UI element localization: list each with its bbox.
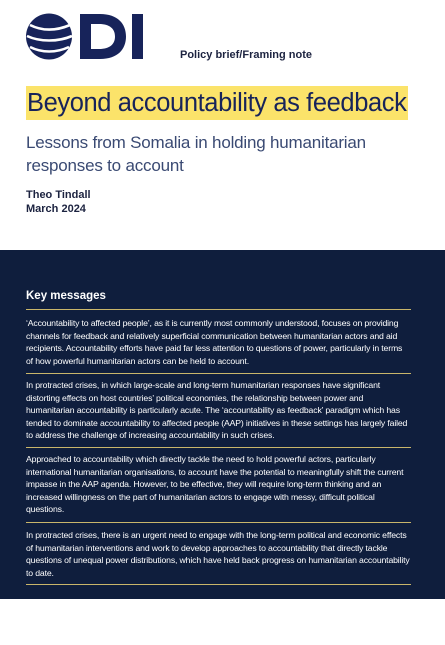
divider [26, 309, 411, 310]
author-name: Theo Tindall [26, 189, 91, 201]
key-message-2: In protracted crises, in which large-scale and long-term humanitarian responses have significant distorting effects on host countries’ political economies, the relationship between power and humanitarian accountability is particularly acute. The ‘accountability as feedback’ paradigm which has tended to dominate accountability to affected people (AAP) initiatives in these settings has largely failed to address the challenge of increasing accountability in such crises. [26, 380, 408, 440]
divider [26, 447, 411, 448]
key-message-4: In protracted crises, there is an urgent need to engage with the long-term political and economic effects of humanitarian interventions and work to develop approaches to accountability that directly tackle questions of unequal power distributions, which have held back progress on humanitarian accountability to date. [26, 530, 410, 578]
document-subtitle: Lessons from Somalia in holding humanitarian responses to account [26, 133, 366, 175]
publication-date: March 2024 [26, 203, 86, 215]
divider [26, 584, 411, 585]
document-title: Beyond accountability as feedback [26, 86, 408, 120]
key-message-1: ‘Accountability to affected people’, as it is currently most commonly understood, focuses on providing channels for feedback and relatively superficial communication between humanitarian actors and aid recipients. Accountability efforts have paid far less attention to questions of power, particularly in terms of how powerful humanitarian actors can be held to account. [26, 318, 403, 366]
document-type-label: Policy brief/Framing note [180, 49, 313, 61]
divider [26, 373, 411, 374]
key-messages-heading: Key messages [26, 290, 106, 302]
key-messages-panel [0, 250, 445, 599]
divider [26, 522, 411, 523]
odi-logo [26, 13, 150, 60]
key-message-3: Approached to accountability which directly tackle the need to hold powerful actors, particularly international humanitarian organisations, to account have the potential to meaningfully shift the current impasse in the AAP agenda. However, to be effective, they will require long-term thinking and an increased willingness on the part of humanitarian actors to engage with messy, difficult political questions. [26, 454, 404, 514]
